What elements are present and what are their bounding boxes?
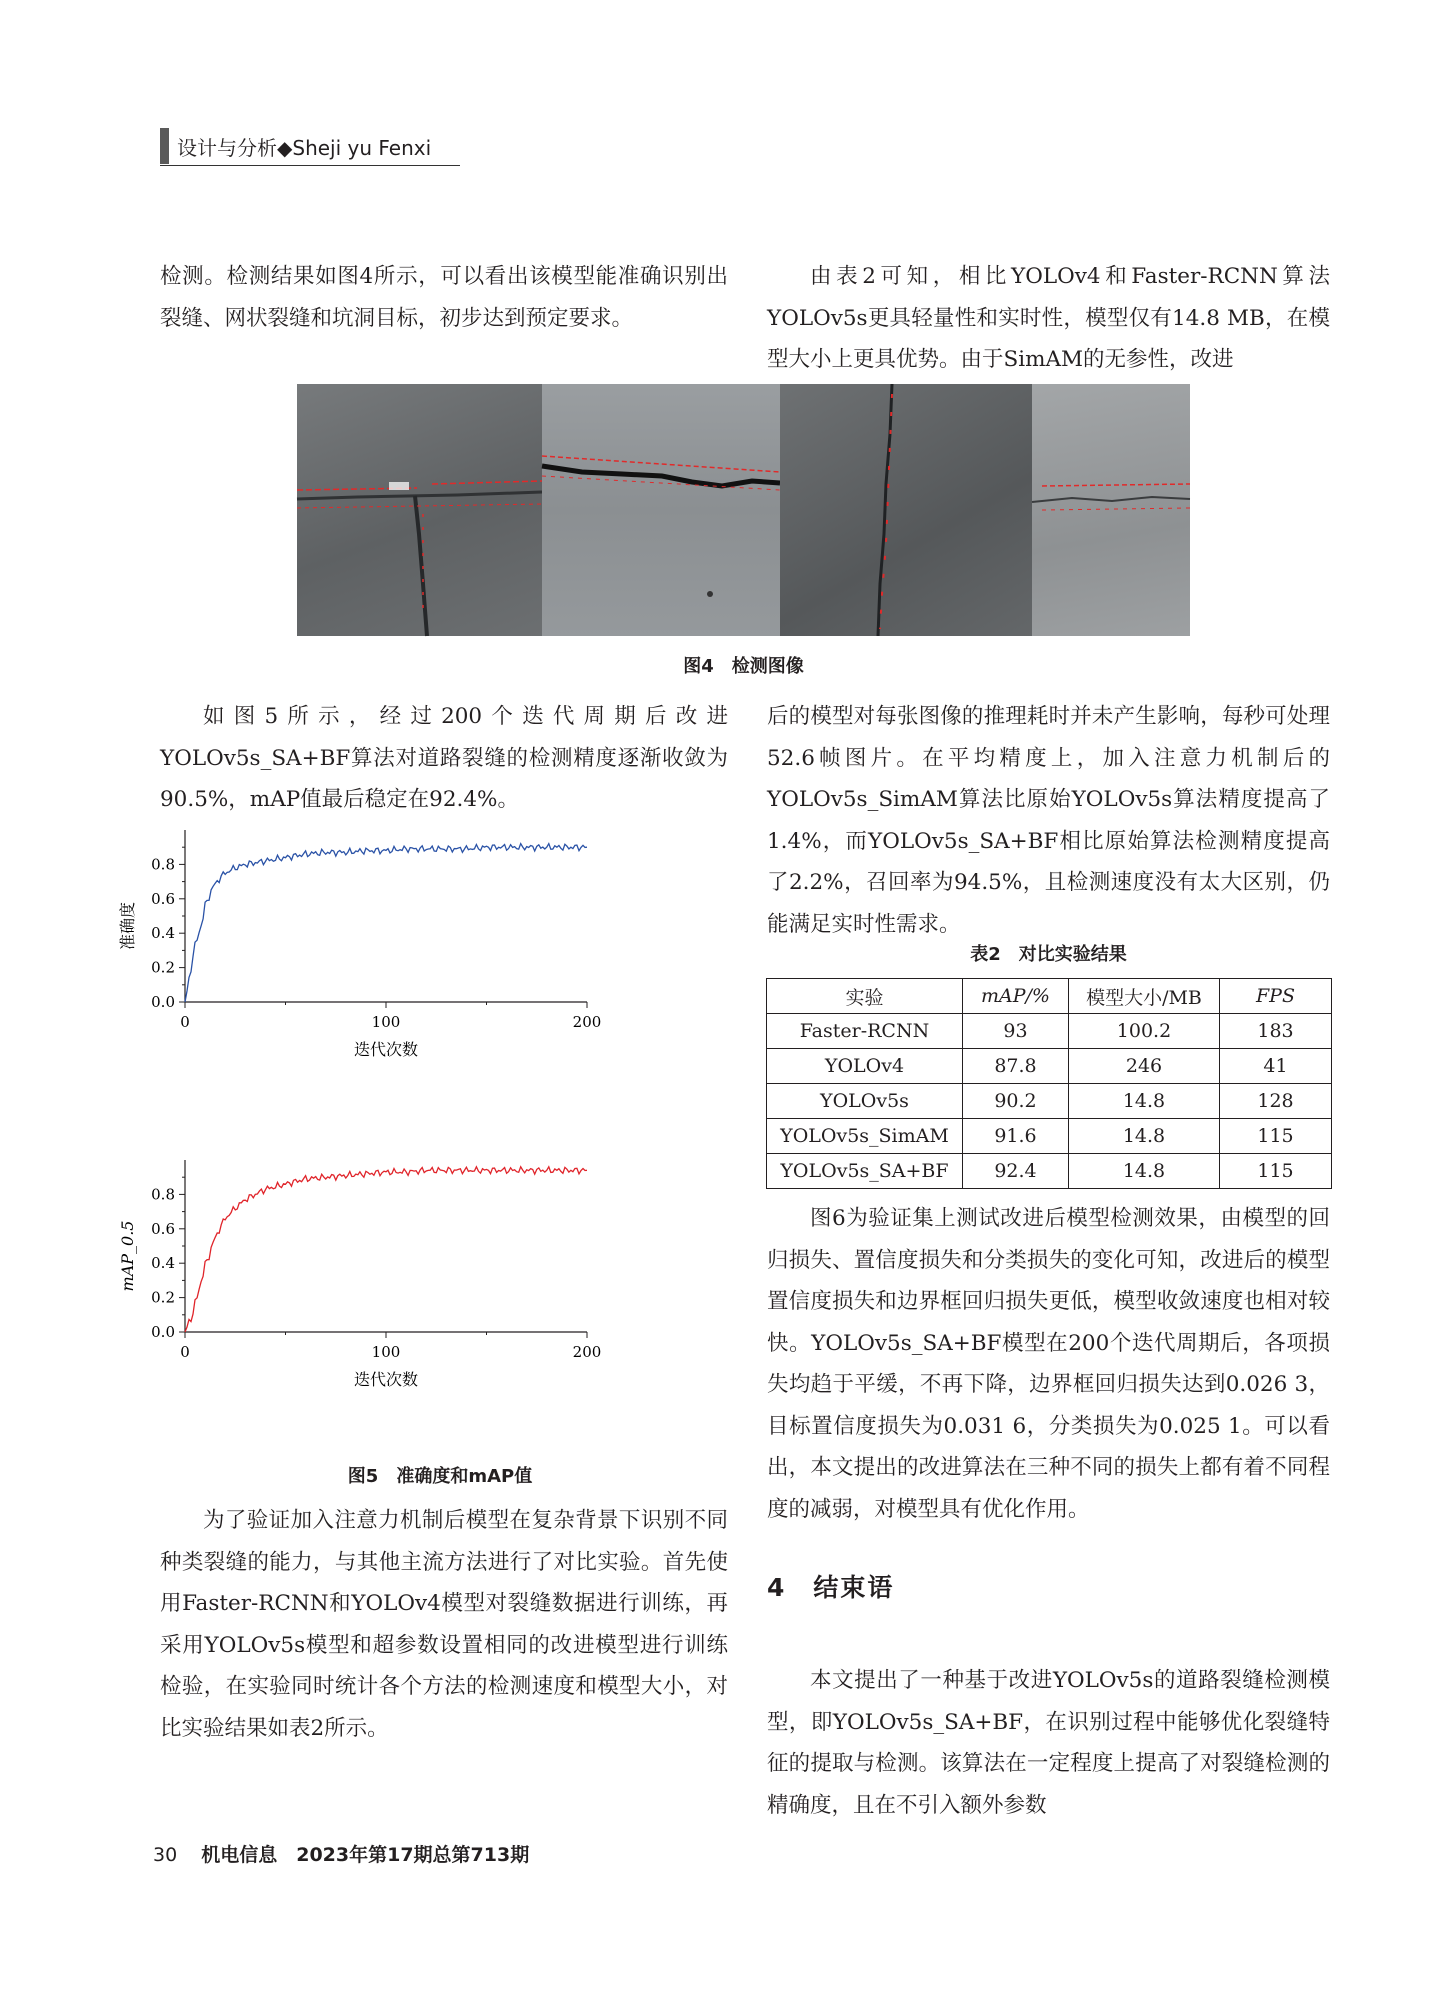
table-cell: 91.6 (963, 1119, 1069, 1154)
x-tick-label: 0 (180, 1013, 190, 1031)
table-cell: 246 (1069, 1049, 1220, 1084)
series-line (185, 844, 587, 1002)
table-cell: 14.8 (1069, 1119, 1220, 1154)
paragraph-right-bot (767, 1198, 1330, 1530)
table-cell: 183 (1220, 1014, 1332, 1049)
crack-overlay-2 (542, 384, 780, 636)
table-cell: YOLOv5s_SimAM (767, 1119, 963, 1154)
paragraph-text: 为了验证加入注意力机制后模型在复杂背景下识别不同种类裂缝的能力，与其他主流方法进行了对比实验。首先使用Faster-RCNN和YOLOv4模型对裂缝数据进行训练，再采用YOLOv5s模型和超参数设置相同的改进模型进行训练检验，在实验同时统计各个方法的检测速度和模型大小，对比实验结果如表2所示。 (160, 1508, 728, 1741)
paragraph-right-end (767, 1660, 1330, 1826)
table-row (767, 1119, 1332, 1154)
table-cell: 90.2 (963, 1084, 1069, 1119)
comparison-table (766, 978, 1332, 1189)
col-header-map: mAP/% (963, 979, 1069, 1014)
detection-panel-2 (542, 384, 780, 636)
section-4-title: 4 结束语 (767, 1573, 895, 1602)
crack-overlay-4 (1032, 384, 1190, 636)
header-rule (160, 165, 460, 166)
paragraph-text: 图6为验证集上测试改进后模型检测效果，由模型的回归损失、置信度损失和分类损失的变化可知，改进后的模型置信度损失和边界框回归损失更低，模型收敛速度也相对较快。YOLOv5s_SA+BF模型在200个迭代周期后，各项损失均趋于平缓，不再下降，边界框回归损失达到0.026 3，目标置信度损失为0.031 6，分类损失为0.025 1。可以看出，本文提出的改进算法在三种不同的损失上都有着不同程度的减弱，对模型具有优化作用。 (767, 1206, 1330, 1522)
table-cell: 128 (1220, 1084, 1332, 1119)
table-cell: 93 (963, 1014, 1069, 1049)
table-cell: YOLOv4 (767, 1049, 963, 1084)
table-cell: 115 (1220, 1119, 1332, 1154)
page-footer (153, 1840, 529, 1867)
table-2-caption: 表2 对比实验结果 (970, 944, 1127, 965)
table-header-row (767, 979, 1332, 1014)
header-bar (160, 128, 169, 164)
col-header-size: 模型大小/MB (1069, 979, 1220, 1014)
paragraph-left-top (160, 256, 728, 339)
x-tick-label: 200 (572, 1013, 602, 1031)
table-cell: 87.8 (963, 1049, 1069, 1084)
table-cell: 92.4 (963, 1154, 1069, 1189)
y-tick-label: 0.2 (151, 1288, 175, 1307)
y-tick-label: 0.6 (151, 889, 175, 908)
figure-4-detection-images (297, 384, 1190, 636)
table-row (767, 1084, 1332, 1119)
figure-5-caption: 图5 准确度和mAP值 (347, 1466, 533, 1487)
table-cell: YOLOv5s_SA+BF (767, 1154, 963, 1189)
figure-4-caption: 图4 检测图像 (683, 656, 804, 677)
x-tick-label: 100 (371, 1343, 401, 1361)
table-row (767, 1154, 1332, 1189)
table-cell: 14.8 (1069, 1154, 1220, 1189)
table-cell: 41 (1220, 1049, 1332, 1084)
x-tick-label: 200 (572, 1343, 602, 1361)
page-number: 30 (153, 1844, 178, 1866)
paragraph-left-bot (160, 1500, 728, 1749)
paragraph-right-top (767, 256, 1330, 381)
table-cell: Faster-RCNN (767, 1014, 963, 1049)
detection-panel-3 (780, 384, 1032, 636)
paragraph-left-mid (160, 696, 728, 821)
accuracy-chart (118, 820, 720, 1125)
paragraph-text: 由表2可知，相比YOLOv4和Faster-RCNN算法YOLOv5s更具轻量性和实时性，模型仅有14.8 MB，在模型大小上更具优势。由于SimAM的无参性，改进 (767, 264, 1330, 372)
map-chart (118, 1150, 720, 1455)
table-cell: 14.8 (1069, 1084, 1220, 1119)
running-header (160, 128, 431, 164)
detection-panel-4 (1032, 384, 1190, 636)
detection-panel-1 (297, 384, 542, 636)
y-tick-label: 0.8 (151, 855, 175, 874)
y-tick-label: 0.4 (151, 1254, 175, 1273)
y-tick-label: 0.8 (151, 1185, 175, 1204)
x-tick-label: 0 (180, 1343, 190, 1361)
x-tick-label: 100 (371, 1013, 401, 1031)
paragraph-text: 如图5所示，经过200个迭代周期后改进YOLOv5s_SA+BF算法对道路裂缝的检测精度逐渐收敛为90.5%，mAP值最后稳定在92.4%。 (160, 704, 728, 812)
paragraph-text: 检测。检测结果如图4所示，可以看出该模型能准确识别出裂缝、网状裂缝和坑洞目标，初步达到预定要求。 (160, 264, 728, 331)
y-axis-label: 准确度 (118, 901, 137, 951)
table-cell: 100.2 (1069, 1014, 1220, 1049)
y-tick-label: 0.6 (151, 1219, 175, 1238)
paragraph-text: 本文提出了一种基于改进YOLOv5s的道路裂缝检测模型，即YOLOv5s_SA+BF，在识别过程中能够优化裂缝特征的提取与检测。该算法在一定程度上提高了对裂缝检测的精确度，且在不引入额外参数 (767, 1668, 1330, 1818)
table-cell: 115 (1220, 1154, 1332, 1189)
y-tick-label: 0.4 (151, 924, 175, 943)
x-axis-label: 迭代次数 (353, 1370, 419, 1389)
paragraph-right-mid (767, 696, 1330, 945)
header-text: 设计与分析◆Sheji yu Fenxi (177, 135, 432, 160)
table-row (767, 1049, 1332, 1084)
table-cell: YOLOv5s (767, 1084, 963, 1119)
col-header-experiment: 实验 (767, 979, 963, 1014)
crack-overlay-3 (780, 384, 1032, 636)
col-header-fps: FPS (1220, 979, 1332, 1014)
paragraph-text: 后的模型对每张图像的推理耗时并未产生影响，每秒可处理52.6帧图片。在平均精度上，加入注意力机制后的YOLOv5s_SimAM算法比原始YOLOv5s算法精度提高了1.4%，而YOLOv5s_SA+BF相比原始算法检测精度提高了2.2%，召回率为94.5%，且检测速度没有太大区别，仍能满足实时性需求。 (767, 704, 1330, 937)
y-tick-label: 0.2 (151, 958, 175, 977)
series-line (185, 1167, 587, 1332)
table-row (767, 1014, 1332, 1049)
y-tick-label: 0.0 (151, 1323, 175, 1341)
y-axis-label: mAP_0.5 (118, 1220, 137, 1292)
x-axis-label: 迭代次数 (353, 1040, 419, 1059)
y-tick-label: 0.0 (151, 993, 175, 1011)
crack-overlay-1 (297, 384, 542, 636)
journal-info: 机电信息 2023年第17期总第713期 (201, 1844, 530, 1866)
